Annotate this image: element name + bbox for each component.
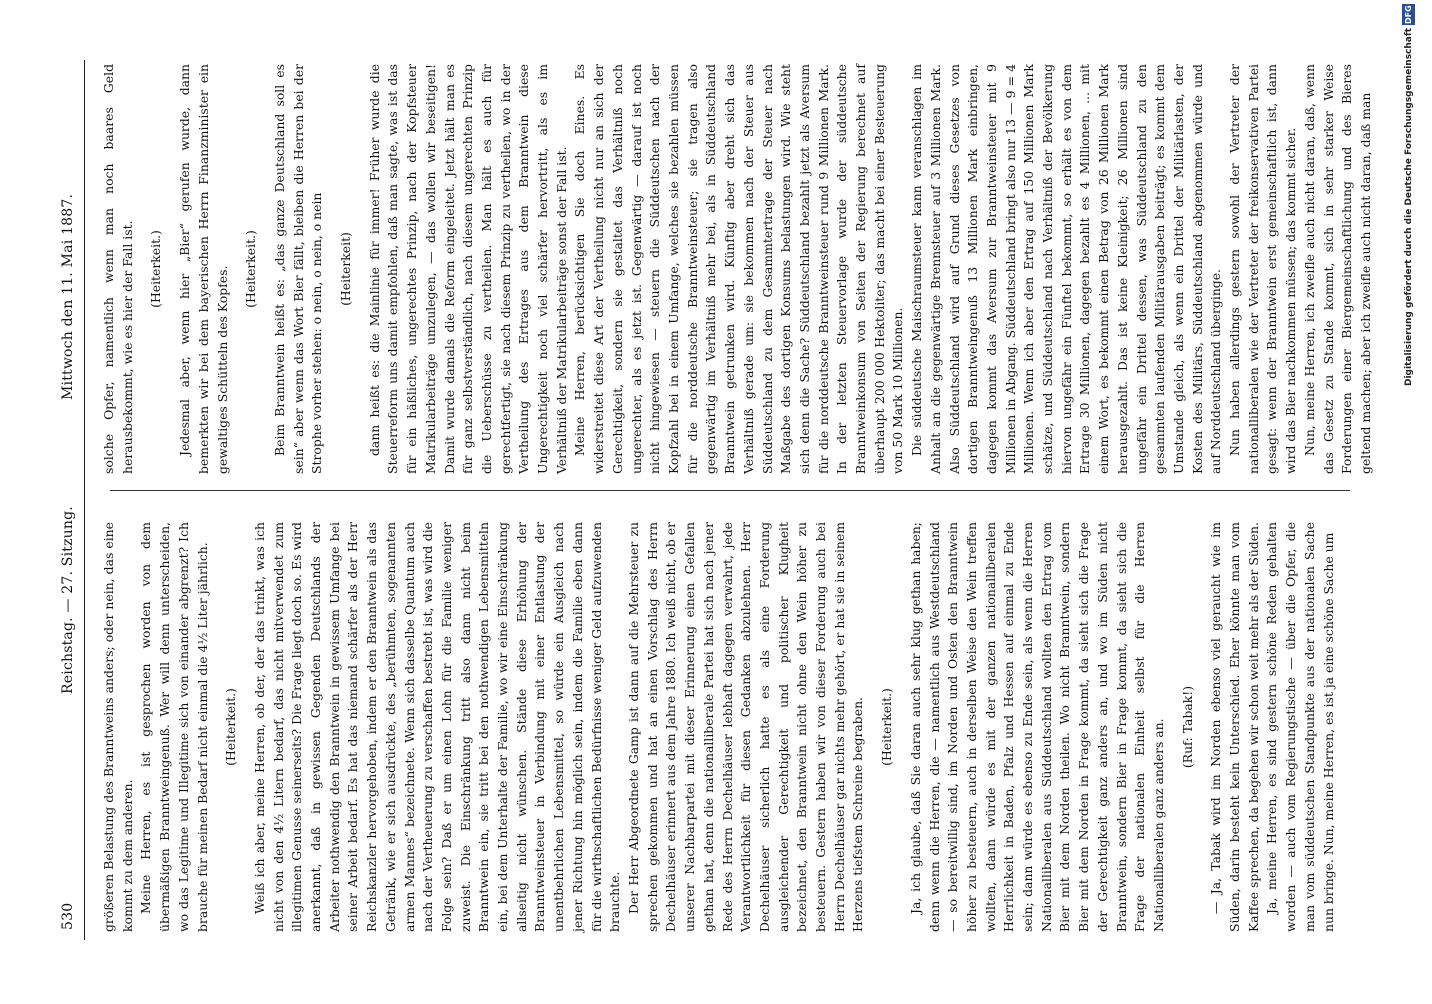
interjection: (Ruf: Tabak!) (1179, 685, 1195, 769)
paragraph: Jedesmal aber, wenn hier „Bier“ gerufen wurde, dann bemerkten wir bei dem bayerischen Herrn Finanzminister ein gewaltiges Schütteln des Kopfes. (177, 64, 230, 474)
interjection: (Heiterkeit) (338, 232, 354, 306)
paragraph: solche Opfer, namentlich wenn man noch baares Geld herausbekommt, wie es hier der Fall ist. (101, 64, 135, 474)
paragraph: Nun haben allerdings gestern sowohl der Vertreter der nationalliberalen wie der Vertreter der freikonservativen Partei gesagt: wenn der Branntwein erst gemeinschaftlich ist, dann wird das Bier nachkommen müssen; das kommt sicher. (1227, 64, 1299, 474)
interjection: (Heiterkeit.) (148, 230, 164, 308)
paragraph: Der Herr Abgeordnete Gamp ist dann auf die Mehrsteuer zu sprechen gekommen und hat an einen Vorschlag des Herrn Dechelhäuser erinnert aus dem Jahre 1880. Ich weiß nicht, ob er unserer Nachbarpartei mit dieser Erinnerung einen Gefallen gethan hat, denn die nationalliberale Partei hat sich nach jener Rede des Herrn Dechelhäuser lebhaft dagegen verwahrt, jede Verantwortlichkeit für diesen Gedanken abzulehnen. Herr Dechelhäuser sicherlich hatte es als eine Forderung ausgleichender Gerechtigkeit und politischer Klugheit bezeichnet, den Branntwein nicht ohne den Wein höher zu besteuern. Gestern haben wir von dieser Forderung auch bei Herrn Dechelhäuser gar nichts mehr gehört, er hat sie in seinem Herzens tiefstem Schreine begraben. (625, 522, 866, 932)
right-column (100, 64, 1376, 474)
page-header (56, 20, 80, 960)
paragraph: Ja, meine Herren, es sind gestern schöne Reden gehalten worden — auch vom Regierungstische — über die Opfer, die man vom süddeutschen Standpunkte aus der nationalen Sache nun bringe. Nun, meine Herren, es ist ja eine schöne Sache um (1264, 522, 1336, 932)
header-rule (84, 60, 85, 940)
interjection: (Heiterkeit.) (243, 230, 259, 308)
page-number: 530 (60, 902, 76, 930)
paragraph: dann heißt es: die Mainlinie für immer! Früher wurde die Steuerreform uns damit empfohlen, daß man sagte, was ist das für ein häßliches, ungerechtes Prinzip, nach der Kopfsteuer Matrikularbeiträge umzulegen, — das wollen wir beseitigen! Damit wurde damals die Reform eingeleitet. Jetzt hält man es für ganz selbstverständlich, nach diesem ungerechten Prinzip die Ueberschüsse zu vertheilen. Man hält es auch für gerechtfertigt, sie nach diesem Prinzip zu vertheilen, wo in der Vertheilung des Ertrages aus dem Branntwein diese Ungerechtigkeit noch viel schärfer hervortritt, als es im Verhältniß der Matrikularbeiträge sonst der Fall ist. (366, 64, 569, 474)
paragraph: Ja, ich glaube, daß Sie daran auch sehr klug gethan haben; denn wenn die Herren, die — namentlich aus Westdeutschland — so bereitwillig sind, im Norden und Osten den Branntwein höher zu besteuern, auch in derselben Weise den Wein treffen wollten, dann würde es mit der ganzen nationalliberalen Herrlichkeit in Baden, Pfalz und Hessen auf einmal zu Ende sein; dann würde es ebenso zu Ende sein, als wenn die Herren Nationalliberalen aus Süddeutschland wollten den Ertrag vom Bier mit dem Norden theilen. Wo nicht Branntwein, sondern Bier mit dem Norden in Frage kommt, da sieht sich die Frage der Gerechtigkeit ganz anders an, und wo im Süden nicht Branntwein, sondern Bier in Frage kommt, da sieht sich die Frage der nationalen Einheit selbst für die Herren Nationalliberalen ganz anders an. (907, 522, 1166, 932)
paragraph: Beim Branntwein heißt es: „das ganze Deutschland soll es sein“ aber wenn das Wort Bier fällt, bleiben die Herren bei der Strophe vorher stehen: o nein, o nein, o nein (271, 64, 325, 474)
session-title: Reichstag. — 27. Sitzung. (60, 506, 76, 694)
paragraph: Meine Herren, es ist gesprochen worden von dem übermäßigen Branntweingenuß. Wer will denn unterscheiden, wo das Legitime und Illegitime sich von einander abgrenzt? Ich brauche für meinen Bedarf nicht einmal die 4½ Liter jährlich. (138, 522, 210, 932)
credit-text: Digitalisierung gefördert durch die Deutsche Forschungsgemeinschaft (1404, 27, 1414, 386)
paragraph: — Ja, Tabak wird im Norden ebenso viel geraucht wie im Süden, darin besteht kein Unterschied. Eher könnte man vom Kaffee sprechen, da begehen wir schon weit mehr als der Süden. (1208, 522, 1261, 932)
interjection: (Heiterkeit.) (223, 688, 239, 766)
paragraph: größeren Belastung des Branntweins anders; oder nein, das eine kommt zu dem anderen. (101, 522, 135, 932)
paragraph: Meine Herren, berücksichtigen Sie doch Eines. Es widerstreitet diese Art der Vertheilung nicht nur an sich der Gerechtigkeit, sondern sie gestaltet das Verhältniß noch ungerechter, als es jetzt ist. Gegenwärtig — darauf ist noch nicht hingewiesen — steuern die Süddeutschen nach der Kopfzahl bei in einem Umfange, welches sie bezahlen müssen für die norddeutsche Branntweinsteuer; sie tragen also gegenwärtig im Verhältniß mehr bei, als in Süddeutschland Branntwein getrunken wird. Künftig aber dreht sich das Verhältniß gerade um: sie bekommen nach der Steuer aus Süddeutschland zu dem Gesammtertrage der Steuer nach Maßgabe des dortigen Konsums belastungen wird. Wie steht sich denn die Sache? Süddeutschland bezahlt jetzt als Aversum für die norddeutsche Branntweinsteuer rund 9 Millionen Mark. In der letzten Steuervorlage wurde der süddeutsche Branntweinkonsum von Seiten der Regierung berechnet auf überhaupt 200 000 Hektoliter; das macht bei einer Besteuerung von 50 Mark 10 Millionen. (572, 64, 906, 474)
column-divider (110, 490, 1350, 491)
interjection: (Heiterkeit.) (879, 688, 895, 766)
paragraph: Weiß ich aber, meine Herren, ob der, der das trinkt, was ich nicht von den 4½ Litern bedarf, das nicht mitverwendet zum illegitimen Genusse seinerseits? Die Frage liegt doch so. Es wird anerkannt, daß in gewissen Gegenden Deutschlands der Arbeiter nothwendig den Branntwein in gewissem Umfange bei seiner Arbeit bedarf. Es hat das niemand schärfer als der Herr Reichskanzler hervorgehoben, indem er den Branntwein als das Getränk, wie er sich ausdrückte, des „berühmten, sogenannten armen Mannes“ bezeichnete. Wenn sich dasselbe Quantum auch nach der Vertheuerung zu verschaffen bestrebt ist, was wird die Folge sein? Daß er um einen Lohn für die Familie weniger zuweist. Die Einschränkung tritt also dann nicht beim Branntwein ein, sie tritt bei den nothwendigen Lebensmitteln ein, bei dem Unterhalte der Familie, wo wir eine Einschränkung allseitig nicht wünschen. Stände diese Erhöhung der Branntweinsteuer in Verbindung mit einer Entlastung der unentbehrlichen Lebensmittel, so würde ein Ausgleich nach jener Richtung hin möglich sein, indem die Familie eben dann für die wirthschaftlichen Bedürfnisse weniger Geld aufzuwenden brauchte. (251, 522, 623, 932)
paragraph: Nun, meine Herren, ich zweifle auch nicht daran, daß, wenn das Gesetz zu Stande kommt, sich in sehr starker Weise Forderungen einer Biergemeinschaftlichung und des Bieres geltend machen; aber ich zweifle auch nicht daran, daß man (1301, 64, 1373, 474)
left-column (100, 522, 1338, 932)
paragraph: Die süddeutsche Maischraumsteuer kann veranschlagen im Anhalt an die gegenwärtige Brennsteuer auf 3 Millionen Mark. Also Süddeutschland wird auf Grund dieses Gesetzes von dortigen Branntweingenuß 13 Millionen Mark einbringen, dagegen kommt das Aversum zur Branntweinsteuer mit 9 Millionen in Abgang. Süddeutschland bringt also nur 13 — 9 = 4 Millionen. Wenn ich aber den Ertrag auf 150 Millionen Mark schätze, und Süddeutschland nach Verhältniß der Bevölkerung hiervon ungefähr ein Fünftel bekommt, so erhält es von dem Ertrage 30 Millionen, dagegen bezahlt es 4 Millionen, ... mit einem Wort, es bekommt einen Betrag von 26 Millionen Mark herausgezahlt. Das ist keine Kleinigkeit; 26 Millionen sind ungefähr ein Drittel dessen, was Süddeutschland zu den gesammten laufenden Militärausgaben beiträgt; es kommt dem Umstande gleich, als wenn ein Drittel der Militärlasten, der Kosten des Militärs, Süddeutschland abgenommen würde und auf Norddeutschland überginge. (909, 64, 1224, 474)
digitization-credit (1402, 4, 1426, 1004)
session-date: Mittwoch den 11. Mai 1887. (60, 193, 76, 400)
dfg-badge: DFG (1404, 5, 1413, 24)
